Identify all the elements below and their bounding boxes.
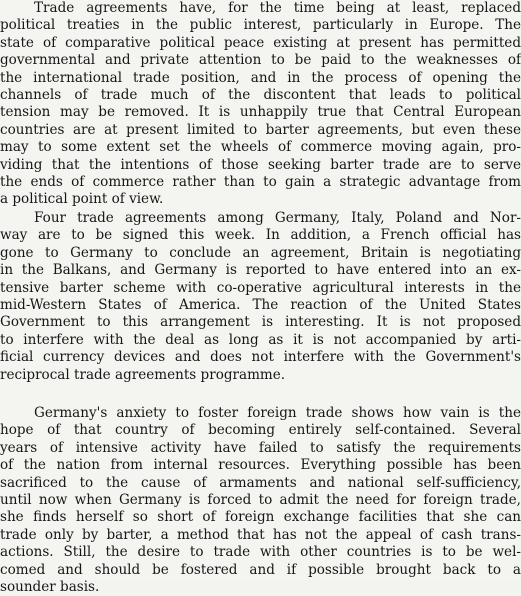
text-line: Trade agreements have, for the time being at least, replaced (34, 0, 521, 16)
text-line: sounder basis. (0, 578, 100, 595)
text-line: the ends of commerce rather than to gain a strategic advantage from (0, 173, 521, 190)
text-line: comed and should be fostered and if possible brought back to a (0, 561, 521, 578)
text-line: governmental and private attention to be paid to the weaknesses of (0, 52, 521, 69)
text-line: mid-Western States of America. The reaction of the United States (0, 296, 521, 313)
text-line: channels of trade much of the discontent that leads to political (0, 86, 521, 103)
text-line: she finds herself so short of foreign exchange facilities that she can (0, 509, 521, 526)
text-line: years of intensive activity have failed to satisfy the requirements (0, 439, 521, 456)
paragraph-3 (0, 405, 521, 596)
text-line: of the nation from internal resources. Everything possible has been (0, 457, 521, 474)
text-line: to interfere with the deal as long as it is not accompanied by arti- (0, 331, 521, 348)
text-line: viding that the intentions of those seeking barter trade are to serve (0, 156, 521, 173)
text-line: Government to this arrangement is interesting. It is not proposed (0, 314, 521, 331)
text-line: until now when Germany is forced to admit the need for foreign trade, (0, 491, 521, 508)
text-line: Germany's anxiety to foster foreign trade shows how vain is the (34, 405, 521, 421)
text-line: political treaties in the public interest, particularly in Europe. The (0, 17, 521, 34)
text-line: trade only by barter, a method that has not the appeal of cash trans- (0, 526, 521, 543)
text-line: Four trade agreements among Germany, Italy, Poland and Nor- (34, 210, 521, 226)
text-line: way are to be signed this week. In addition, a French official has (0, 227, 521, 244)
text-line: the international trade position, and in the process of opening the (0, 69, 521, 86)
text-line: actions. Still, the desire to trade with other countries is to be wel- (0, 544, 521, 561)
text-line: hope of that country of becoming entirely self-contained. Several (0, 422, 521, 439)
text-line: in the Balkans, and Germany is reported to have entered into an ex- (0, 262, 521, 279)
text-line: state of comparative political peace existing at present has permitted (0, 34, 521, 51)
paragraph-2 (0, 210, 521, 384)
text-line: sacrificed to the cause of armaments and national self-sufficiency, (0, 474, 521, 491)
paragraph-1 (0, 0, 521, 209)
text-line: may to some extent set the wheels of commerce moving again, pro- (0, 139, 521, 156)
text-line: reciprocal trade agreements programme. (0, 366, 286, 383)
text-line: gone to Germany to conclude an agreement, Britain is negotiating (0, 244, 521, 261)
text-line: ficial currency devices and does not interfere with the Government's (0, 349, 521, 366)
text-line: a political point of view. (0, 191, 164, 208)
text-line: tensive barter scheme with co-operative agricultural interests in the (0, 279, 521, 296)
text-line: tension may be removed. It is unhappily true that Central European (0, 104, 521, 121)
text-line: countries are at present limited to barter agreements, but even these (0, 121, 521, 138)
